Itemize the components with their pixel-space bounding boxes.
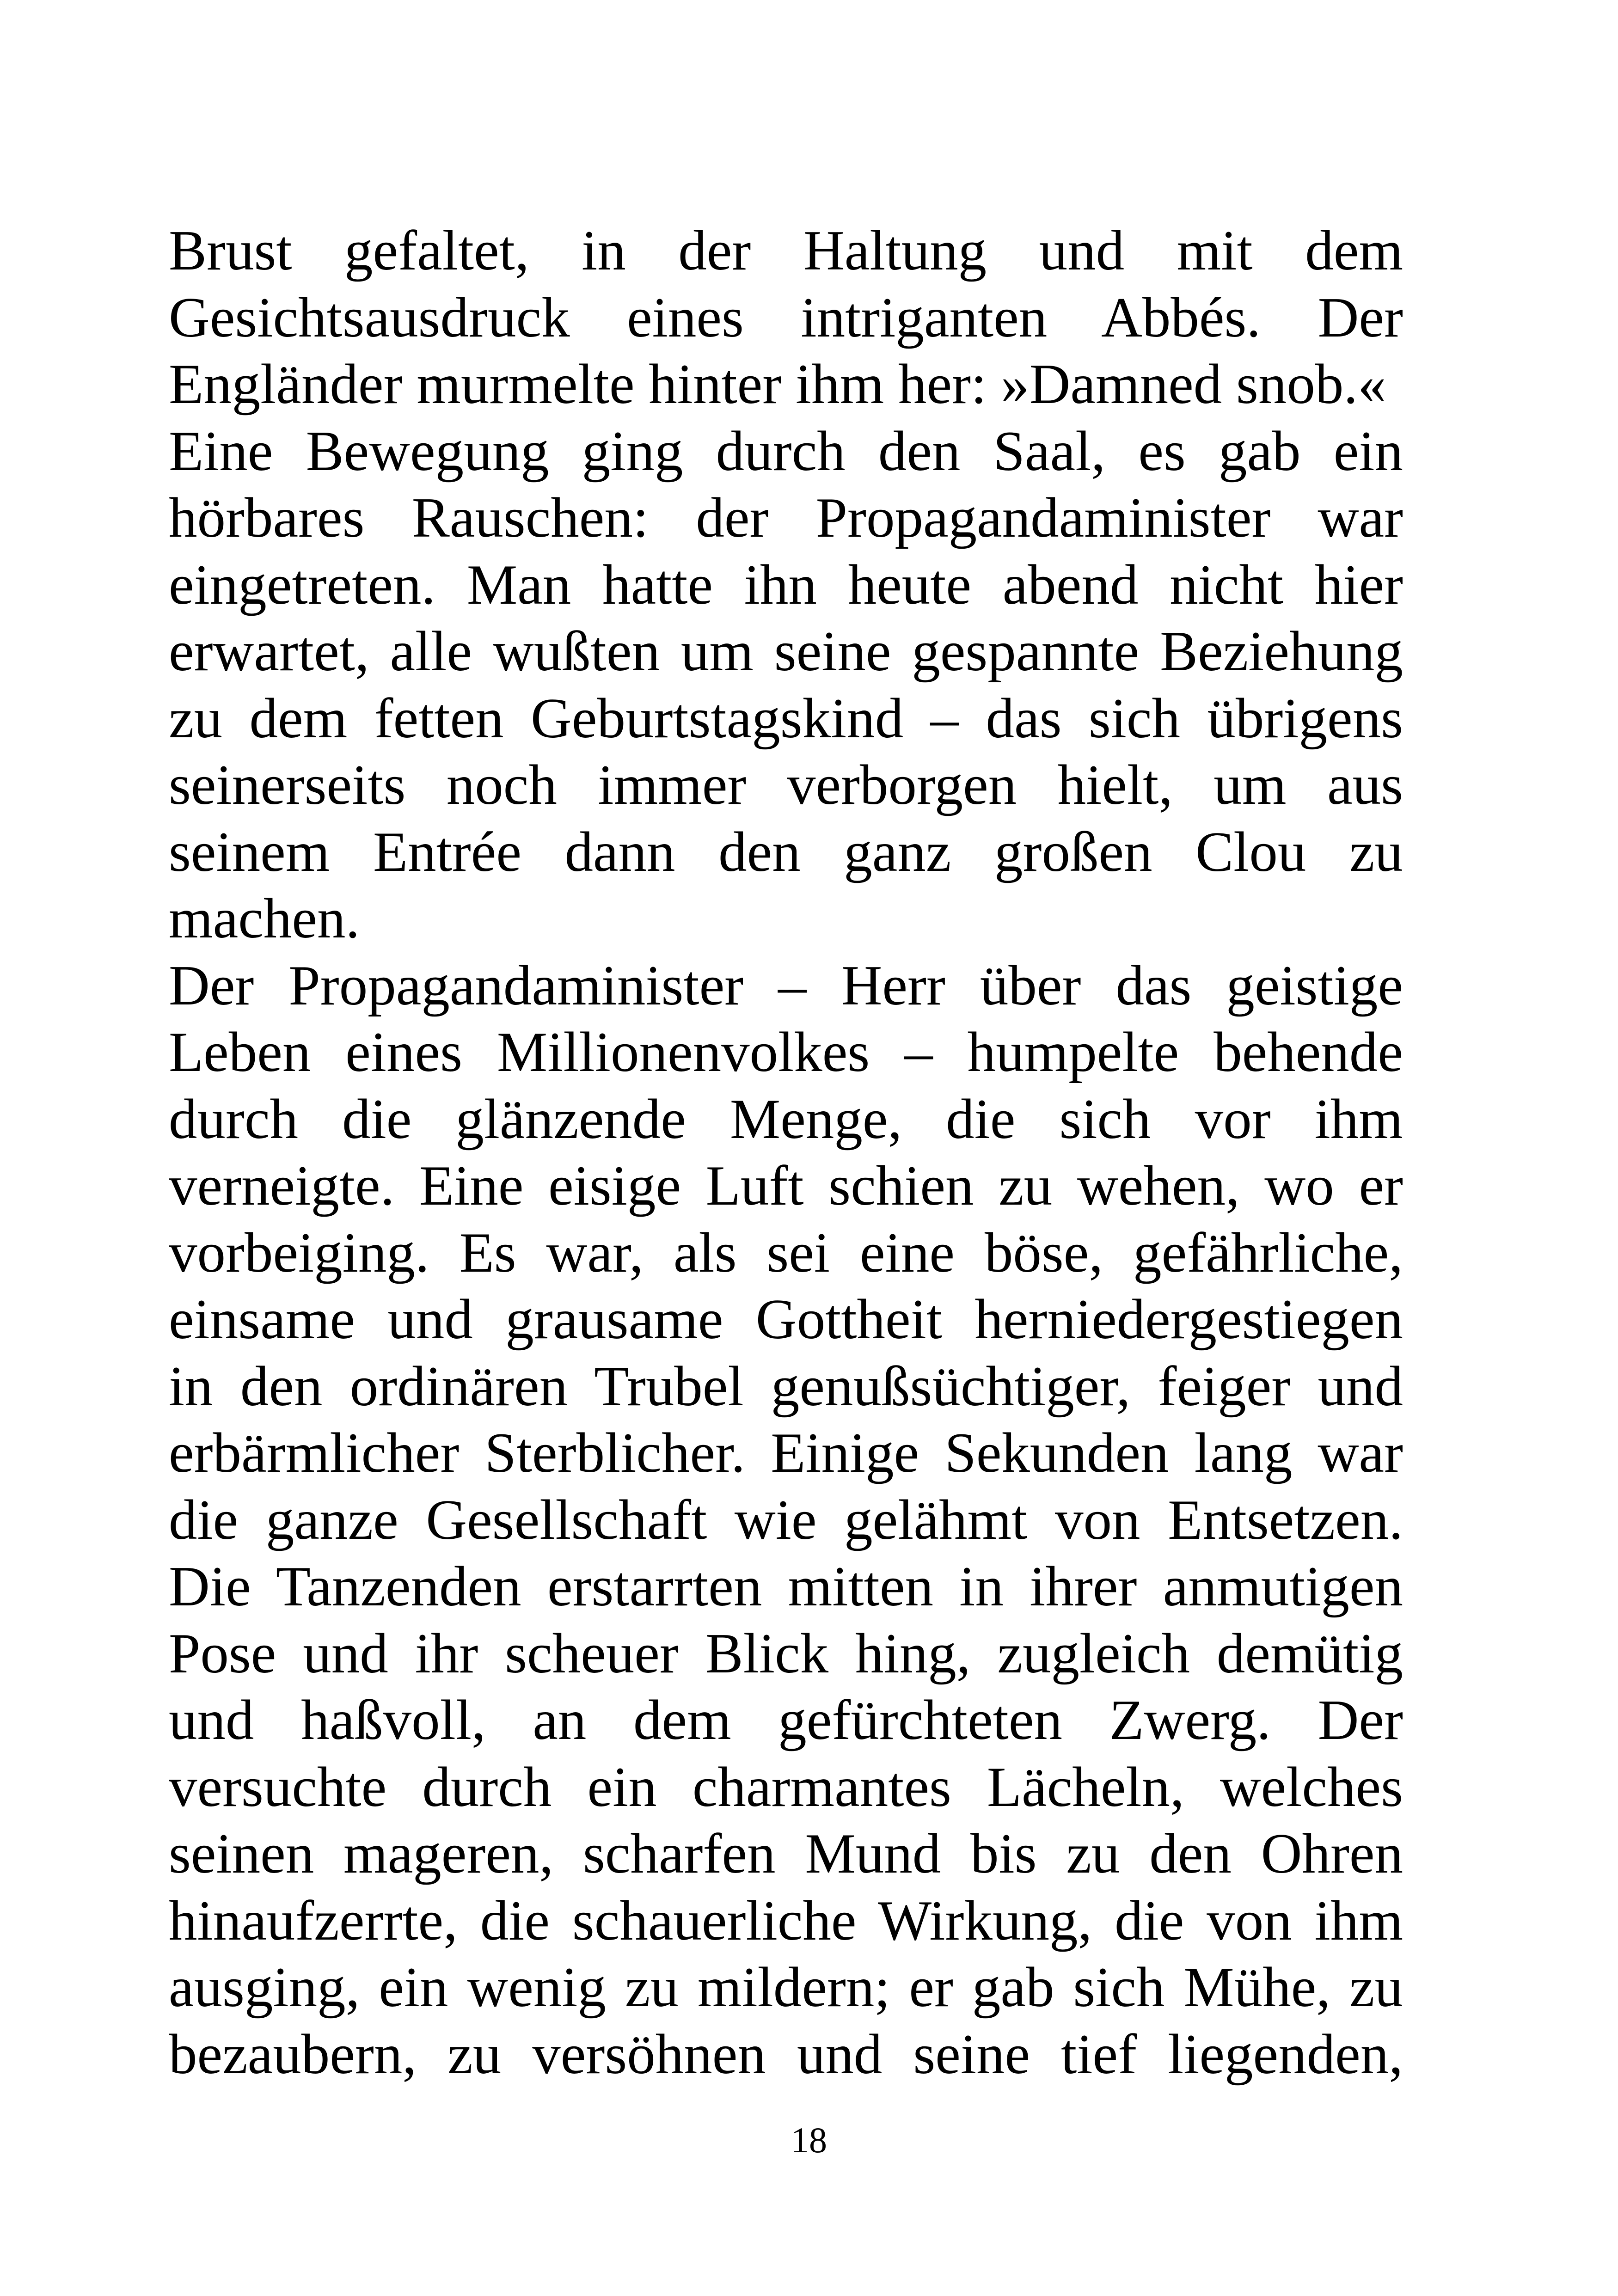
text-line: hinaufzerrte, die schauerliche Wirkung, die von ihm bbox=[169, 1888, 1403, 1952]
text-line: machen. bbox=[169, 887, 360, 950]
text-line: erwartet, alle wußten um seine gespannte Beziehung bbox=[169, 619, 1403, 683]
text-line: in den ordinären Trubel genußsüchtiger, feiger und bbox=[169, 1354, 1403, 1418]
text-line: Pose und ihr scheuer Blick hing, zugleich demütig bbox=[169, 1621, 1403, 1685]
text-line: einsame und grausame Gottheit herniedergestiegen bbox=[169, 1287, 1403, 1351]
text-line: erbärmlicher Sterblicher. Einige Sekunden lang war bbox=[169, 1421, 1403, 1484]
text-line: Gesichtsausdruck eines intriganten Abbés. Der bbox=[169, 285, 1403, 349]
text-line: bezaubern, zu versöhnen und seine tief liegenden, bbox=[169, 2022, 1403, 2086]
text-line: seinem Entrée dann den ganz großen Clou zu bbox=[169, 820, 1403, 883]
text-line: und haßvoll, an dem gefürchteten Zwerg. Der bbox=[169, 1688, 1403, 1751]
text-line: Der Propagandaminister – Herr über das geistige bbox=[169, 953, 1403, 1017]
text-line: ausging, ein wenig zu mildern; er gab sich Mühe, zu bbox=[169, 1955, 1403, 2019]
text-line: Die Tanzenden erstarrten mitten in ihrer anmutigen bbox=[169, 1555, 1403, 1618]
text-line: die ganze Gesellschaft wie gelähmt von Entsetzen. bbox=[169, 1488, 1403, 1551]
text-line: eingetreten. Man hatte ihn heute abend nicht hier bbox=[169, 552, 1403, 616]
text-line: zu dem fetten Geburtstagskind – das sich übrigens bbox=[169, 686, 1403, 750]
text-line: hörbares Rauschen: der Propagandaminister war bbox=[169, 486, 1403, 549]
body-text bbox=[169, 217, 1403, 2088]
text-line: Brust gefaltet, in der Haltung und mit dem bbox=[169, 219, 1403, 282]
text-line: seinerseits noch immer verborgen hielt, um aus bbox=[169, 753, 1403, 816]
text-line: verneigte. Eine eisige Luft schien zu wehen, wo er bbox=[169, 1154, 1403, 1217]
text-line: seinen mageren, scharfen Mund bis zu den Ohren bbox=[169, 1822, 1403, 1885]
text-line: vorbeiging. Es war, als sei eine böse, gefährliche, bbox=[169, 1220, 1403, 1284]
page-number: 18 bbox=[791, 2120, 827, 2160]
text-line: Engländer murmelte hinter ihm her: »Damned snob.« bbox=[169, 352, 1386, 416]
text-line: Leben eines Millionenvolkes – humpelte behende bbox=[169, 1020, 1403, 1084]
text-line: Eine Bewegung ging durch den Saal, es gab ein bbox=[169, 419, 1403, 483]
text-line: durch die glänzende Menge, die sich vor ihm bbox=[169, 1087, 1403, 1151]
text-line: versuchte durch ein charmantes Lächeln, welches bbox=[169, 1755, 1403, 1818]
